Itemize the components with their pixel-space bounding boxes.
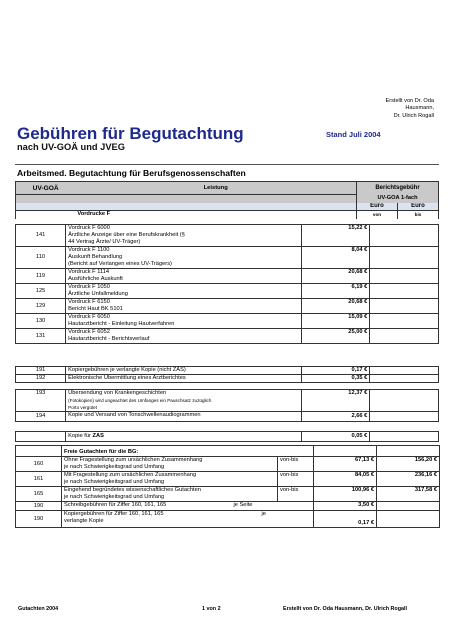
row-nr: 125 <box>16 284 66 299</box>
row-suffix: je Seite <box>233 502 253 508</box>
row-text: Kopie und Versand von Tonschwellenaudiogrammen <box>66 412 301 422</box>
row-line: Vordruck F 6000 <box>68 225 110 231</box>
gutachten-header: Freie Gutachten für die BG: <box>62 446 278 457</box>
table-row <box>16 446 440 457</box>
table-row <box>16 367 439 375</box>
row-line: Vordruck F 6150 <box>68 299 110 305</box>
row-line: Schreibgebühren für Ziffer 160, 161, 165 <box>64 502 167 508</box>
page-title: Gebühren für Begutachtung <box>17 124 244 143</box>
row-line: Übersendung von Krankengeschichten <box>68 390 167 396</box>
row-nr: 131 <box>16 329 66 344</box>
table-row <box>16 375 439 383</box>
footer-page: 1 von 2 <box>202 606 221 612</box>
row-note: (Fotokopien) wird ungeachtet des Umfanges ein Pauschsatz zuzüglich <box>68 398 212 403</box>
gutachten-table <box>15 445 440 528</box>
section-title: Arbeitsmed. Begutachtung für Berufsgenossenschaften <box>17 168 246 178</box>
row-nr: 194 <box>16 412 66 422</box>
table-row <box>16 299 439 314</box>
row-line: Hautarztbericht - Einleitung Hautverfahren <box>68 321 175 327</box>
row-nr: 129 <box>16 299 66 314</box>
row-price: 15,22 € <box>301 225 370 247</box>
table-row <box>16 247 439 269</box>
row-line: je nach Schwierigkeitsgrad und Umfang <box>64 494 165 500</box>
row-note: Porto vergütet <box>68 405 97 410</box>
row-text <box>66 284 301 299</box>
header-uv-goa-1fach: UV-GOÄ 1-fach <box>356 195 438 203</box>
zas-table <box>15 431 439 442</box>
row-line: Vordruck F 6050 <box>68 314 110 320</box>
row-nr: 161 <box>16 472 62 487</box>
row-nr: 190 <box>16 502 62 511</box>
row-text <box>66 299 301 314</box>
footer-left: Gutachten 2004 <box>18 606 59 612</box>
row-text <box>62 472 278 487</box>
row-line: Ausführliche Auskunft <box>68 276 123 282</box>
row-price: 20,68 € <box>301 299 370 314</box>
row-nr: 110 <box>16 247 66 269</box>
row-nr: 165 <box>16 487 62 502</box>
header-euro-bis: Euro <box>397 203 438 211</box>
header-von: von <box>356 211 397 219</box>
row-line: Auskunft Behandlung <box>68 254 123 260</box>
row-line: Vordruck F 6052 <box>68 329 110 335</box>
row-text: Elektronische Übermittlung eines Arztberichtes <box>66 375 301 383</box>
row-text: Kopiergebühren je verlangte Kopie (nicht ZAS) <box>66 367 301 375</box>
author-note <box>354 98 434 120</box>
row-text <box>62 487 278 502</box>
table-row <box>16 432 439 442</box>
row-text <box>62 511 278 528</box>
row-line: (Bericht auf Verlangen eines UV-Trägers) <box>68 261 172 267</box>
vordrucke-label: Vordrucke F <box>75 211 356 219</box>
table-row <box>16 390 439 412</box>
stand-date: Stand Juli 2004 <box>326 130 381 139</box>
author-line: Dr. Ulrich Rogall <box>393 112 434 119</box>
row-nr: 160 <box>16 457 62 472</box>
vordrucke-table <box>15 224 439 344</box>
row-price: 3,50 € <box>314 502 377 511</box>
row-line: Ärztliche Anzeige über eine Berufskrankheit (§ <box>68 232 185 238</box>
header-bis: bis <box>397 211 438 219</box>
row-line: Vordruck F 1114 <box>68 269 110 275</box>
header-berichtsgebuehr: Berichtsgebühr <box>356 182 438 195</box>
row-line: je nach Schwierigkeitsgrad und Umfang <box>64 464 165 470</box>
row-line: Eingehend begründetes wissenschaftliches Gutachten <box>64 487 201 493</box>
row-price: 0,35 € <box>301 375 370 383</box>
row-nr: 119 <box>16 269 66 284</box>
row-text <box>66 390 301 412</box>
table-row <box>16 269 439 284</box>
row-range: von-bis <box>278 487 314 502</box>
table-row <box>16 412 439 422</box>
row-suffix: je <box>261 511 266 517</box>
row-text <box>66 269 301 284</box>
row-nr: 190 <box>16 511 62 528</box>
row-price: 2,66 € <box>301 412 370 422</box>
copy-table <box>15 366 439 383</box>
row-line: Vordruck F 1050 <box>68 284 110 290</box>
row-price: 0,05 € <box>301 432 370 442</box>
row-line: 44 Vertrag Ärzte/ UV-Träger) <box>68 239 141 245</box>
row-line: Kopiergebühren für Ziffer 160, 161, 165 <box>64 511 164 517</box>
row-bis: 236,16 € <box>377 472 440 487</box>
row-price: 6,19 € <box>301 284 370 299</box>
records-table <box>15 389 439 422</box>
row-nr: 130 <box>16 314 66 329</box>
row-von: 67,13 € <box>314 457 377 472</box>
row-nr: 141 <box>16 225 66 247</box>
row-text <box>62 457 278 472</box>
row-line: Mit Fragestellung zum ursächlichen Zusammenhang <box>64 472 197 478</box>
table-row <box>16 457 440 472</box>
header-euro-von: Euro <box>356 203 397 211</box>
table-row <box>16 487 440 502</box>
row-von: 84,05 € <box>314 472 377 487</box>
table-row <box>16 472 440 487</box>
row-text <box>66 432 301 442</box>
table-row <box>16 511 440 528</box>
row-nr: 191 <box>16 367 66 375</box>
row-price: 15,09 € <box>301 314 370 329</box>
row-von: 100,96 € <box>314 487 377 502</box>
row-price: 12,37 € <box>301 390 370 412</box>
row-line: Bericht Haut BK 5101 <box>68 306 123 312</box>
header-leistung: Leistung <box>75 182 356 195</box>
row-bis: 317,58 € <box>377 487 440 502</box>
row-text <box>66 225 301 247</box>
zas-prefix: Kopie für <box>68 433 93 439</box>
row-line: Vordruck F 1100 <box>68 247 110 253</box>
row-range: von-bis <box>278 472 314 487</box>
row-price: 25,00 € <box>301 329 370 344</box>
row-text <box>66 329 301 344</box>
table-row <box>16 502 440 511</box>
row-text <box>62 502 278 511</box>
row-price: 0,17 € <box>314 511 377 528</box>
page-subtitle: nach UV-GOÄ und JVEG <box>17 142 125 152</box>
table-row <box>16 225 439 247</box>
author-line: Hausmann, <box>405 105 434 112</box>
row-range: von-bis <box>278 457 314 472</box>
row-line: je nach Schwierigkeitsgrad und Umfang <box>64 479 165 485</box>
row-line: verlangte Kopie <box>64 518 104 524</box>
fee-header <box>15 181 439 219</box>
header-uv-goa: UV-GOÄ <box>16 182 76 195</box>
row-line: Ohne Fragestellung zum ursächlichen Zusammenhang <box>64 457 203 463</box>
zas-bold: ZAS <box>92 433 104 439</box>
row-bis: 156,20 € <box>377 457 440 472</box>
row-line: Hautarztbericht - Berichtsverlauf <box>68 336 150 342</box>
author-line: Erstellt von Dr. Oda <box>385 98 434 104</box>
row-text <box>66 314 301 329</box>
row-nr: 192 <box>16 375 66 383</box>
table-row <box>16 329 439 344</box>
row-line: Ärztliche Unfallmeldung <box>68 291 128 297</box>
row-nr: 193 <box>16 390 66 412</box>
footer-right: Erstellt von Dr. Oda Hausmann, Dr. Ulrich Rogall <box>283 606 408 612</box>
row-text <box>66 247 301 269</box>
row-price: 0,17 € <box>301 367 370 375</box>
row-price: 20,68 € <box>301 269 370 284</box>
table-row <box>16 314 439 329</box>
table-row <box>16 284 439 299</box>
row-price: 8,04 € <box>301 247 370 269</box>
